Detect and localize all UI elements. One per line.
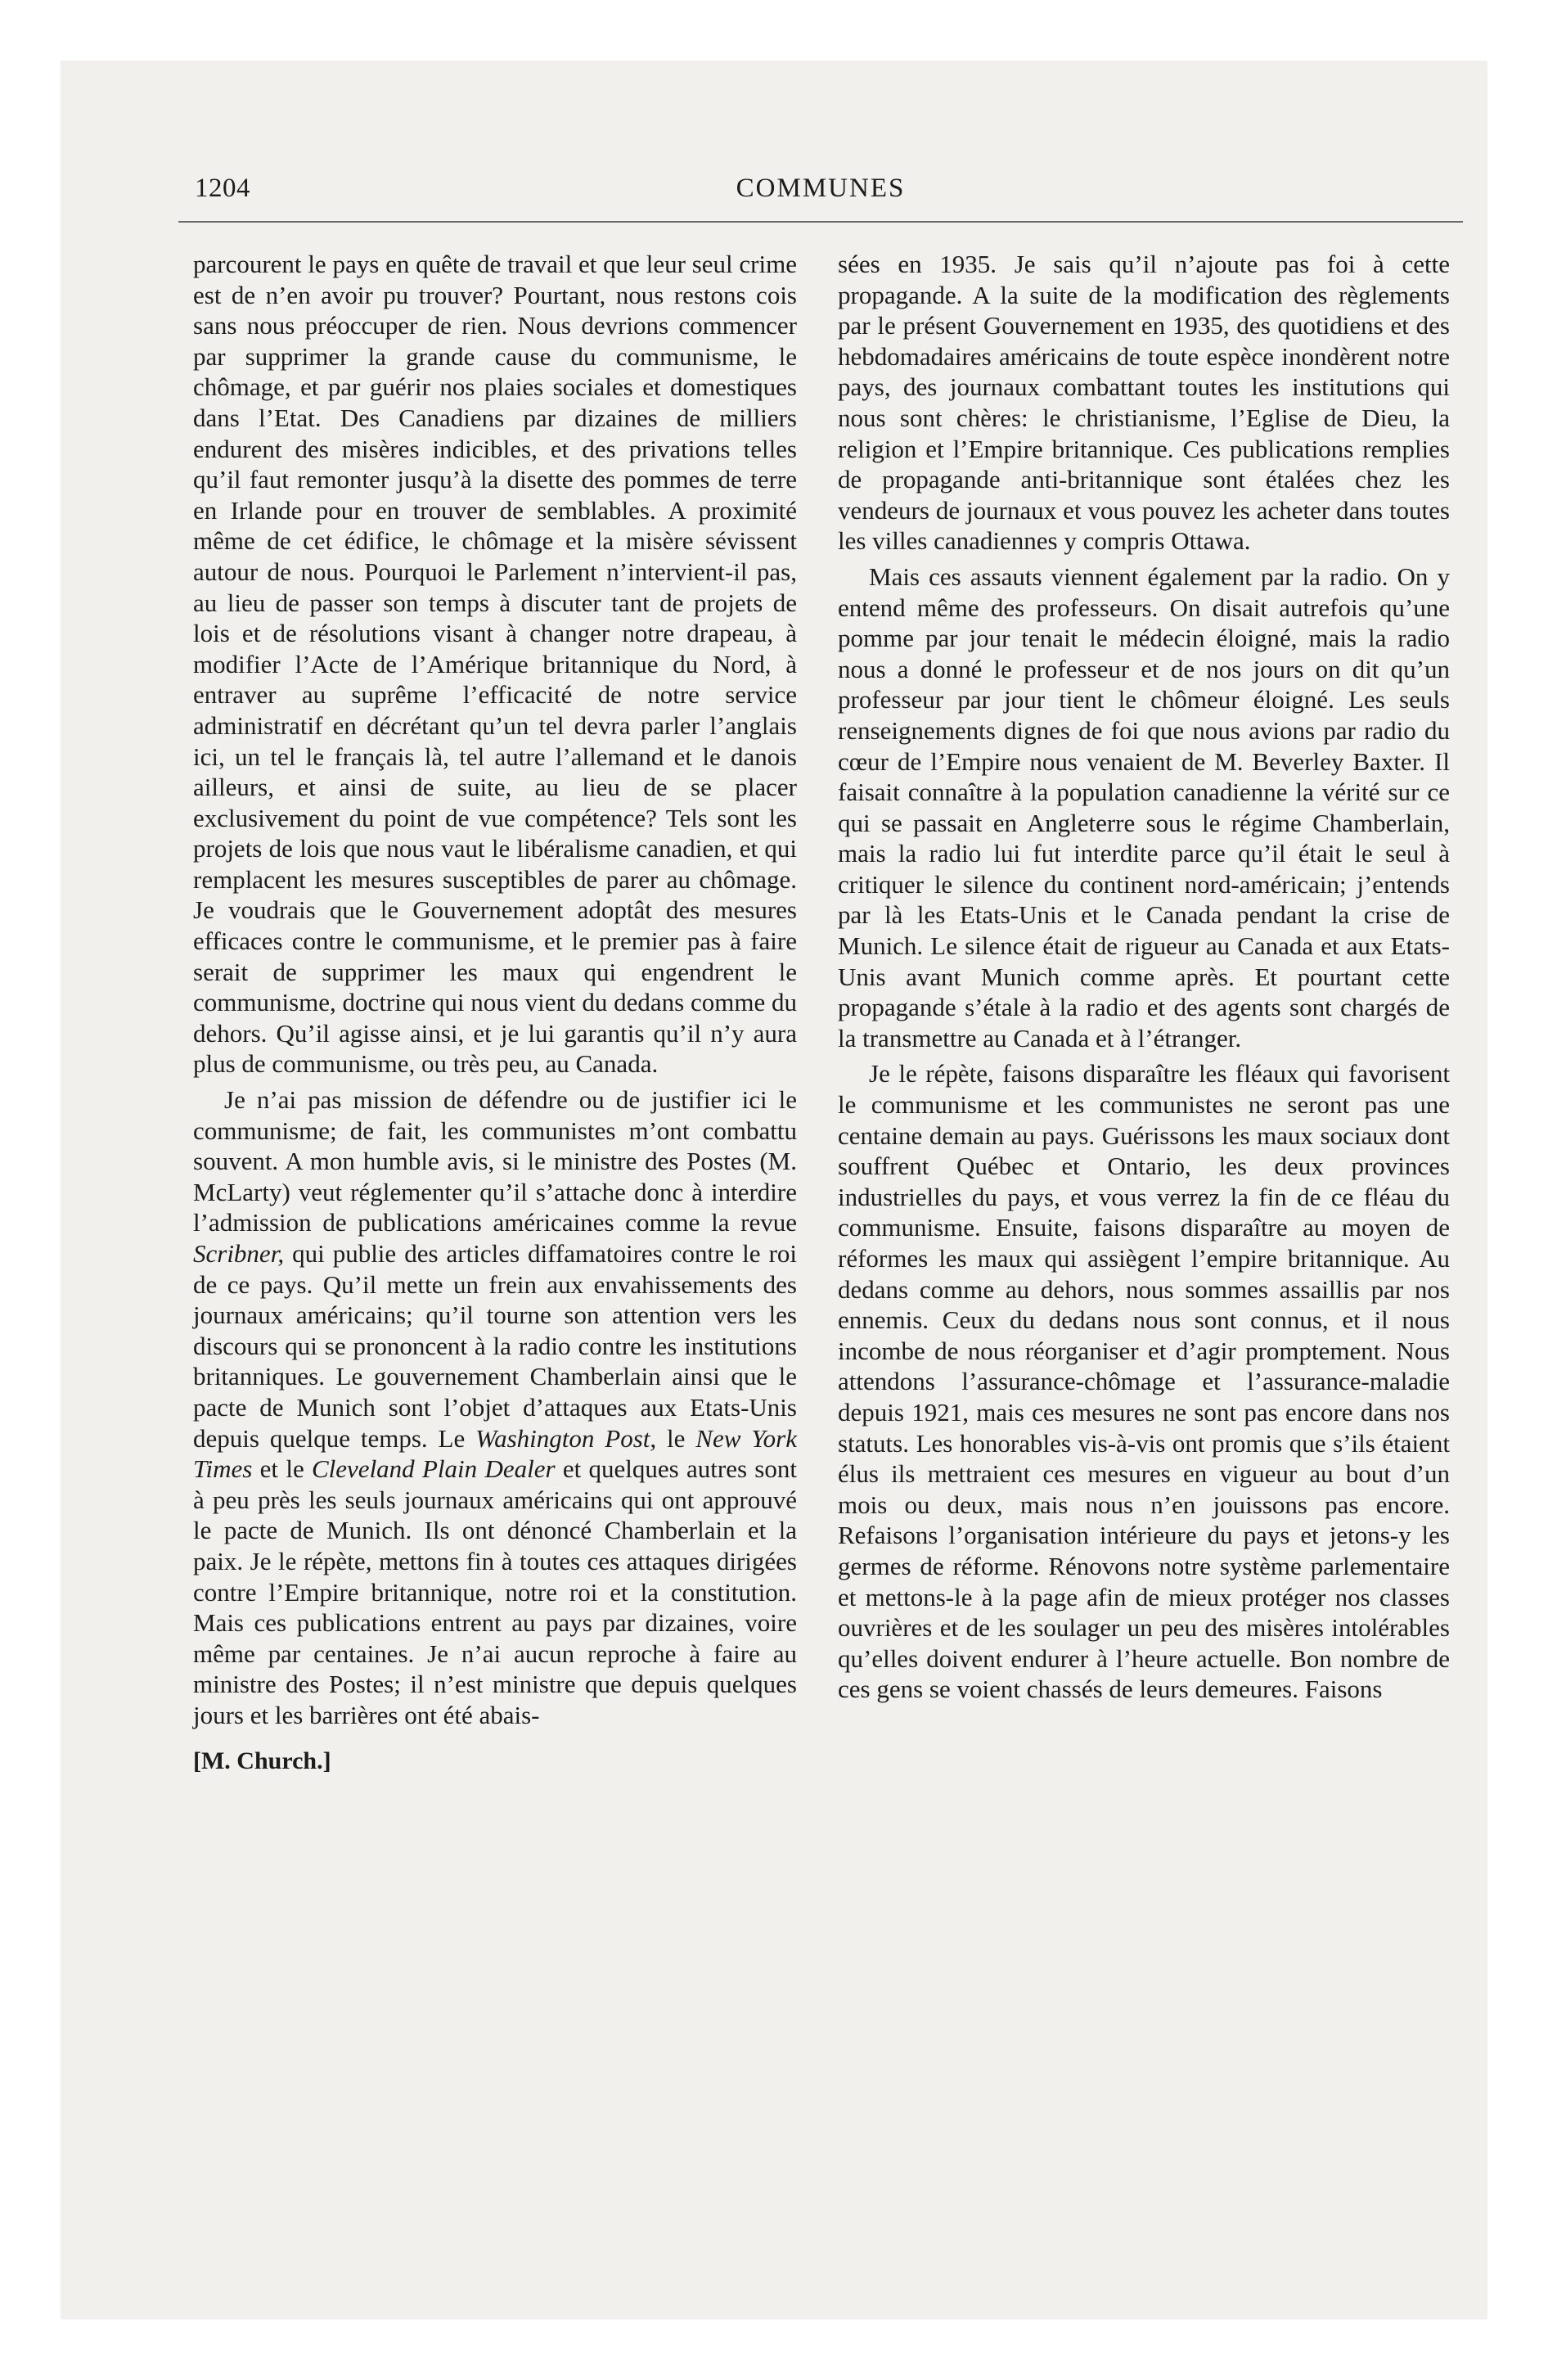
publication-title: Scribner, [193,1239,285,1268]
publication-title: Washington Post, [475,1423,657,1453]
text-run: Je n’ai pas mission de défendre ou de justifier ici le communisme; de fait, les communistes m’ont combattu souvent. A mon humble avis, si le ministre des Postes (M. McLarty) veut réglementer qu’il s’attache donc à interdire l’admission de publications américaines comme la revue [193,1085,797,1237]
text-run: et le [252,1454,312,1484]
publication-title: Cleveland Plain Dealer [312,1454,556,1484]
paragraph: parcourent le pays en quête de travail et que leur seul crime est de n’en avoir pu trouver? Pourtant, nous restons cois sans nous préoccuper de rien. Nous devrions commencer par supprimer la grande cause du communisme, le chômage, et par guérir nos plaies sociales et domestiques dans l’Etat. Des Canadiens par dizaines de milliers endurent des misères indicibles, et des privations telles qu’il faut remonter jusqu’à la disette des pommes de terre en Irlande pour en trouver de semblables. A proximité même de cet édifice, le chômage et la misère sévissent autour de nous. Pourquoi le Parlement n’intervient-il pas, au lieu de passer son temps à discuter tant de projets de lois et de résolutions visant à changer notre drapeau, à modifier l’Acte de l’Amérique britannique du Nord, à entraver au suprême l’efficacité de notre service administratif en décrétant qu’un tel devra parler l’anglais ici, un tel le français là, tel autre l’allemand et le danois ailleurs, et ainsi de suite, au lieu de se placer exclusivement du point de vue compétence? Tels sont les projets de lois que nous vaut le libéralisme canadien, et qui remplacent les mesures susceptibles de parer au chômage. Je voudrais que le Gouvernement adoptât des mesures efficaces contre le communisme, et le premier pas à faire serait de supprimer les maux qui engendrent le communisme, doctrine qui nous vient du dedans comme du dehors. Qu’il agisse ainsi, et je lui garantis qu’il n’y aura plus de communisme, ou très peu, au Canada. [193,250,797,1079]
paragraph [193,1084,797,1730]
publication-title: New York Times [193,1423,797,1484]
text-run: qui publie des articles diffamatoires contre le roi de ce pays. Qu’il mette un frein aux envahissements des journaux américains; qu’il tourne son attention vers les discours qui se prononcent à la radio contre les institutions britanniques. Le gouvernement Chamberlain ainsi que le pacte de Munich sont l’objet d’attaques aux Etats-Unis depuis quelque temps. Le [193,1239,797,1453]
page-body [178,174,1463,1774]
right-column [838,249,1450,1710]
page-number: 1204 [195,174,250,203]
paragraph: Je le répète, faisons disparaître les fléaux qui favorisent le communisme et les communistes ne seront pas une centaine demain au pays. Guérissons les maux sociaux dont souffrent Québec et Ontario, les deux provinces industrielles du pays, et vous verrez la fin de ce fléau du communisme. Ensuite, faisons disparaître au moyen de réformes les maux qui assiègent l’empire britannique. Au dedans comme au dehors, nous sommes assaillis par nos ennemis. Ceux du dedans nous sont connus, et il nous incombe de nous réorganiser et d’agir promptement. Nous attendons l’assurance-chômage et l’assurance-maladie depuis 1921, mais ces mesures ne sont pas encore dans nos statuts. Les honorables vis-à-vis ont promis que s’ils étaient élus ils mettraient ces mesures en vigueur au bout d’un mois ou deux, mais nous n’en jouissons pas encore. Refaisons l’organisation intérieure du pays et jetons-y les germes de réforme. Rénovons notre système parlementaire et mettons-le à la page afin de mieux protéger nos classes ouvrières et de les soulager un peu des misères intolérables qu’elles doivent endurer à l’heure actuelle. Bon nombre de ces gens se voient chassés de leurs demeures. Faisons [838,1059,1450,1704]
left-column [193,249,797,1776]
speaker-attribution: [M. Church.] [193,1747,331,1774]
scanned-page [61,61,1487,2319]
paragraph: Mais ces assauts viennent également par la radio. On y entend même des professeurs. On disait autrefois qu’une pomme par jour tenait le médecin éloigné, mais la radio nous a donné le professeur et de nos jours on dit qu’un professeur par jour tient le chômeur éloigné. Les seuls renseignements dignes de foi que nous avions par radio du cœur de l’Empire nous venaient de M. Beverley Baxter. Il faisait connaître à la population canadienne la vérité sur ce qui se passait en Angleterre sous le régime Chamberlain, mais la radio lui fut interdite parce qu’il était le seul à critiquer le silence du continent nord-américain; j’entends par là les Etats-Unis et le Canada pendant la crise de Munich. Le silence était de rigueur au Canada et aux Etats-Unis avant Munich comme après. Et pourtant cette propagande s’étale à la radio et des agents sont chargés de la transmettre au Canada et à l’étranger. [838,561,1450,1053]
text-columns [178,249,1463,2360]
paragraph: sées en 1935. Je sais qu’il n’ajoute pas foi à cette propagande. A la suite de la modification des règlements par le présent Gouvernement en 1935, des quotidiens et des hebdomadaires américains de toute espèce inondèrent notre pays, des journaux combattant toutes les institutions qui nous sont chères: le christianisme, l’Eglise de Dieu, la religion et l’Empire britannique. Ces publications remplies de propagande anti-britannique sont étalées chez les vendeurs de journaux et vous pouvez les acheter dans toutes les villes canadiennes y compris Ottawa. [838,250,1450,556]
text-run: le [656,1423,696,1453]
text-run: et quelques autres sont à peu près les seuls journaux américains qui ont approuvé le pacte de Munich. Ils ont dénoncé Chamberlain et la paix. Je le répète, mettons fin à toutes ces attaques dirigées contre l’Empire britannique, notre roi et la constitution. Mais ces publications entrent au pays par dizaines, voire même par centaines. Je n’ai aucun reproche à faire au ministre des Postes; il n’est ministre que depuis quelques jours et les barrières ont été abais- [193,1454,797,1729]
header-rule [178,221,1463,223]
running-head [178,174,1463,223]
section-title: COMMUNES [736,174,906,203]
